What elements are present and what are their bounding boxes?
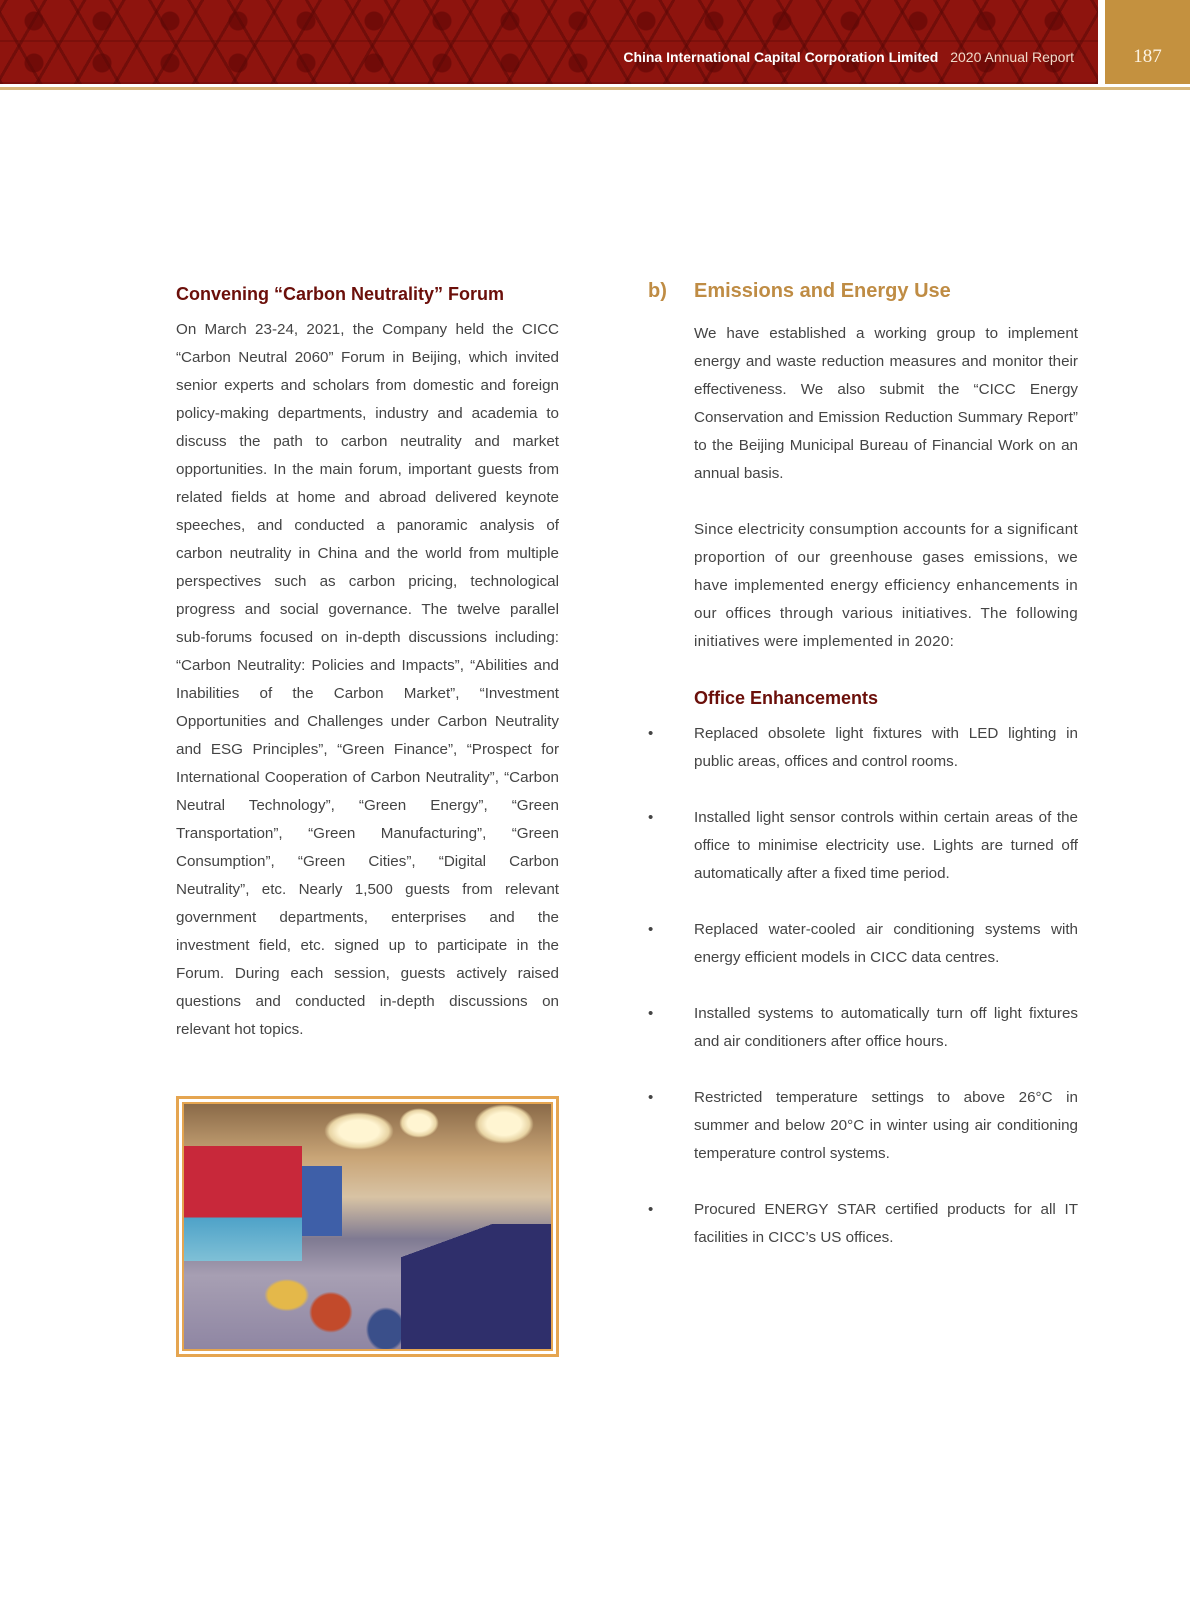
list-item bbox=[648, 916, 1078, 972]
chandelier-icon bbox=[399, 1108, 439, 1138]
list-item bbox=[648, 1196, 1078, 1252]
section-heading bbox=[648, 280, 1078, 312]
bullet-icon: • bbox=[648, 921, 654, 938]
forum-heading: Convening “Carbon Neutrality” Forum bbox=[176, 284, 505, 304]
list-item-text: Restricted temperature settings to above 26°C in summer and below 20°C in winter using air conditioning temperature control systems. bbox=[694, 1089, 1078, 1162]
header-pattern-band bbox=[0, 0, 1098, 84]
list-item-text: Installed systems to automatically turn off light fixtures and air conditioners after office hours. bbox=[694, 1005, 1078, 1050]
running-header bbox=[623, 49, 1074, 65]
left-column bbox=[176, 280, 559, 1044]
chandelier-icon bbox=[324, 1112, 394, 1150]
list-item bbox=[648, 1084, 1078, 1168]
header-rule bbox=[0, 87, 1190, 90]
list-item-text: Replaced water-cooled air conditioning systems with energy efficient models in CICC data centres. bbox=[694, 921, 1078, 966]
list-item bbox=[648, 720, 1078, 776]
office-enhancements-heading: Office Enhancements bbox=[694, 688, 879, 708]
list-item-text: Installed light sensor controls within certain areas of the office to minimise electricity use. Lights are turned off automatically after a fixed time period. bbox=[694, 809, 1078, 882]
paragraph-electricity: Since electricity consumption accounts for a significant proportion of our greenhouse gases emissions, we have implemented energy efficiency enhancements in our offices through various initiatives. The following initiatives were implemented in 2020: bbox=[694, 521, 1079, 650]
page-number: 187 bbox=[1133, 46, 1162, 67]
list-item-text: Procured ENERGY STAR certified products for all IT facilities in CICC’s US offices. bbox=[694, 1201, 1078, 1246]
stage-backdrop bbox=[184, 1146, 302, 1261]
company-name: China International Capital Corporation Limited bbox=[623, 49, 939, 65]
forum-paragraph: On March 23-24, 2021, the Company held the CICC “Carbon Neutral 2060” Forum in Beijing, which invited senior experts and scholars from domestic and foreign policy-making departments, industry and academia to discuss the path to carbon neutrality and market opportunities. In the main forum, important guests from related fields at home and abroad delivered keynote speeches, and conducted a panoramic analysis of carbon neutrality in China and the world from multiple perspectives such as carbon pricing, technological progress and social governance. The twelve parallel sub-forums focused on in-depth discussions including: “Carbon Neutrality: Policies and Impacts”, “Abilities and Inabilities of the Carbon Market”, “Investment Opportunities and Challenges under Carbon Neutrality and ESG Principles”, “Green Finance”, “Prospect for International Cooperation of Carbon Neutrality”, “Carbon Neutral Technology”, “Green Energy”, “Green Transportation”, “Green Manufacturing”, “Green Consumption”, “Green Cities”, “Digital Carbon Neutrality”, etc. Nearly 1,500 guests from relevant government departments, enterprises and the investment field, etc. signed up to participate in the Forum. During each session, guests actively raised questions and conducted in-depth discussions on relevant hot topics. bbox=[176, 321, 559, 1038]
bullet-icon: • bbox=[648, 809, 654, 826]
bullet-icon: • bbox=[648, 1005, 654, 1022]
page-number-box bbox=[1105, 0, 1190, 84]
audience-tables bbox=[401, 1224, 551, 1351]
paragraph-working-group: We have established a working group to implement energy and waste reduction measures and monitor their effectiveness. We also submit the “CICC Energy Conservation and Emission Reduction Summary Report” to the Beijing Municipal Bureau of Financial Work on an annual basis. bbox=[694, 325, 1078, 482]
chandelier-icon bbox=[474, 1104, 534, 1144]
initiatives-list bbox=[648, 720, 1078, 1252]
forum-photo bbox=[182, 1102, 553, 1351]
bullet-icon: • bbox=[648, 1201, 654, 1218]
bullet-icon: • bbox=[648, 725, 654, 742]
right-column bbox=[648, 280, 1078, 1252]
report-title: 2020 Annual Report bbox=[950, 49, 1074, 65]
bullet-icon: • bbox=[648, 1089, 654, 1106]
list-item bbox=[648, 804, 1078, 888]
list-item bbox=[648, 1000, 1078, 1056]
forum-photo-frame bbox=[176, 1096, 559, 1357]
stage-screen bbox=[302, 1166, 342, 1236]
section-letter: b) bbox=[648, 280, 667, 302]
header-divider bbox=[1098, 0, 1102, 88]
list-item-text: Replaced obsolete light fixtures with LED lighting in public areas, offices and control rooms. bbox=[694, 725, 1078, 770]
section-title: Emissions and Energy Use bbox=[694, 280, 951, 302]
